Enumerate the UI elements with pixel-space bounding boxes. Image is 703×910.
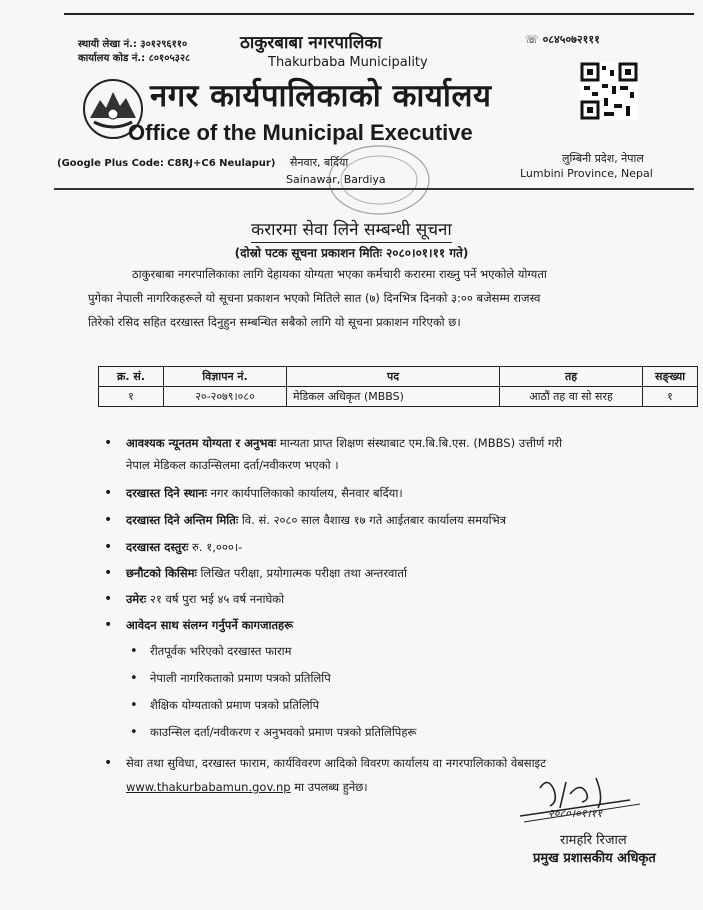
- notice-title: करारमा सेवा लिने सम्बन्धी सूचना: [0, 217, 703, 240]
- municipality-name-np: ठाकुरबाबा नगरपालिका: [240, 33, 382, 53]
- intro-paragraph: [88, 262, 652, 334]
- location-en: Sainawar, Bardiya: [286, 173, 386, 186]
- municipality-name-en: Thakurbaba Municipality: [268, 55, 428, 70]
- list-item: • छनौटको किसिमः लिखित परीक्षा, प्रयोगात्मक परीक्षा तथा अन्तरवार्ता: [104, 562, 684, 584]
- document-item: • रीतपूर्वक भरिएको दरखास्त फाराम: [104, 638, 684, 665]
- office-title-np: नगर कार्यपालिकाको कार्यालय: [150, 78, 492, 114]
- province-np: लुम्बिनी प्रदेश, नेपाल: [562, 152, 644, 165]
- vacancy-table: [98, 366, 698, 407]
- table-row: [99, 387, 698, 407]
- office-code: कार्यालय कोड नं.: ८०१०५३२८: [78, 53, 191, 64]
- cell-advert-no: २०-२०७९।०८०: [164, 387, 287, 407]
- list-item: • सेवा तथा सुविधा, दरखास्त फाराम, कार्यविवरण आदिको विवरण कार्यालय वा नगरपालिकाको वेबसाइट www.thakurbabamun.gov.np मा उपलब्ध हुनेछ।: [104, 752, 684, 798]
- top-rule: [64, 13, 694, 15]
- qr-code-icon: [580, 62, 638, 120]
- intro-line: पुगेका नेपाली नागरिकहरूले यो सूचना प्रकाशन भएको मितिले सात (७) दिनभित्र दिनको ३:०० बजेसम्म राजस्व: [88, 291, 541, 305]
- office-codes: [78, 38, 190, 66]
- document-item: • नेपाली नागरिकताको प्रमाण पत्रको प्रतिलिपि: [104, 665, 684, 692]
- col-advert-no: विज्ञापन नं.: [164, 367, 287, 387]
- location-np: सैनवार, बर्दिया: [290, 156, 349, 169]
- signatory-name: रामहरि रिजाल: [560, 833, 627, 848]
- google-plus-code: (Google Plus Code: C8RJ+C6 Neulapur): [57, 158, 276, 169]
- list-item: • दरखास्त दिने स्थानः नगर कार्यपालिकाको कार्यालय, सैनवार बर्दिया।: [104, 482, 684, 504]
- list-item: • दरखास्त दिने अन्तिम मितिः वि. सं. २०८० साल वैशाख १७ गते आईतबार कार्यालय समयभित्र: [104, 509, 684, 531]
- header-divider: [54, 188, 694, 190]
- signature-date: २०८०।०१।११: [548, 807, 603, 820]
- office-title-en: Office of the Municipal Executive: [128, 120, 473, 145]
- col-post: पद: [287, 367, 500, 387]
- cell-level: आठौं तह वा सो सरह: [500, 387, 643, 407]
- table-header-row: [99, 367, 698, 387]
- province-en: Lumbini Province, Nepal: [520, 167, 653, 180]
- intro-line: ठाकुरबाबा नगरपालिकाका लागि देहायका योग्यता भएका कर्मचारी करारमा राख्नु पर्ने भएकोले योग्यता: [132, 267, 547, 281]
- list-item: • आवश्यक न्यूनतम योग्यता र अनुभवः मान्यता प्राप्त शिक्षण संस्थाबाट एम.बि.बि.एस. (MBBS) उत्तीर्ण गरी नेपाल मेडिकल काउन्सिलमा दर्ता/नवीकरण भएको ।: [104, 432, 684, 476]
- requirements-list: [104, 432, 684, 798]
- phone-number: ☏ ०८४५०७२१११: [525, 33, 600, 46]
- list-item: • उमेरः २१ वर्ष पुरा भई ४५ वर्ष ननाघेको: [104, 588, 684, 610]
- pan-number: स्थायी लेखा नं.: ३०१२९६११०: [78, 39, 188, 50]
- document-item: • काउन्सिल दर्ता/नवीकरण र अनुभवको प्रमाण पत्रको प्रतिलिपिहरू: [104, 719, 684, 746]
- list-item: • दरखास्त दस्तुरः रु. १,०००।-: [104, 536, 684, 558]
- signatory-title: प्रमुख प्रशासकीय अधिकृत: [533, 851, 656, 866]
- website-link[interactable]: www.thakurbabamun.gov.np: [126, 780, 291, 794]
- col-serial: क्र. सं.: [99, 367, 164, 387]
- col-level: तह: [500, 367, 643, 387]
- list-item: • आवेदन साथ संलग्न गर्नुपर्ने कागजातहरू: [104, 614, 684, 636]
- document-item: • शैक्षिक योग्यताको प्रमाण पत्रको प्रतिलिपि: [104, 692, 684, 719]
- office-stamp-icon: [325, 140, 433, 220]
- cell-post: मेडिकल अधिकृत (MBBS): [287, 387, 500, 407]
- col-count: सङ्ख्या: [643, 367, 698, 387]
- cell-count: १: [643, 387, 698, 407]
- intro-line: तिरेको रसिद सहित दरखास्त दिनुहुन सम्बन्धित सबैको लागि यो सूचना प्रकाशन गरिएको छ।: [88, 315, 461, 329]
- cell-serial: १: [99, 387, 164, 407]
- notice-subtitle: (दोस्रो पटक सूचना प्रकाशन मितिः २०८०।०१।११ गते): [234, 246, 469, 260]
